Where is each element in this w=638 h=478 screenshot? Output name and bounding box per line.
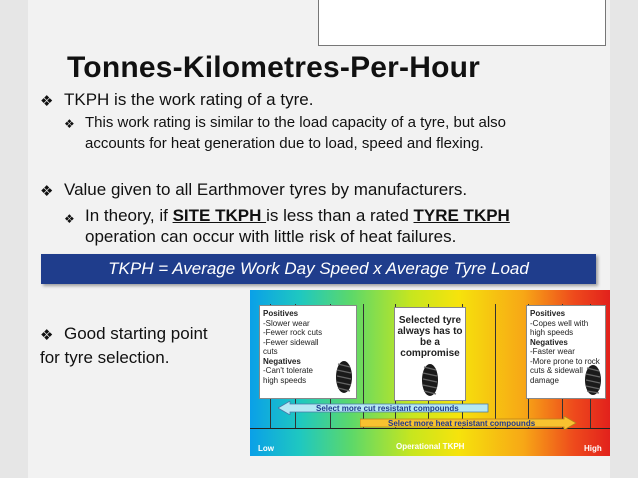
compromise-line: be a xyxy=(419,337,440,348)
positive-item: -Copes well with xyxy=(530,318,589,328)
negative-item: -More prone to rock xyxy=(530,356,600,366)
axis-low-label: Low xyxy=(258,444,274,453)
formula-banner: TKPH = Average Work Day Speed x Average Tyre Load xyxy=(41,254,596,284)
sub-bullet-1-line-2: accounts for heat generation due to load, speed and flexing. xyxy=(85,135,484,152)
positive-item: -Fewer rock cuts xyxy=(263,328,323,337)
bullet-text-3-line-1: Good starting point xyxy=(64,324,208,343)
bullet-text-2: Value given to all Earthmover tyres by manufacturers. xyxy=(64,180,468,199)
sub-bullet-2-line-2: operation can occur with little risk of heat failures. xyxy=(85,227,457,246)
sub-bullet-1-line-1: This work rating is similar to the load capacity of a tyre, but also xyxy=(85,114,507,131)
bullet-text-3-line-2: for tyre selection. xyxy=(40,348,170,367)
axis-high-label: High xyxy=(584,444,602,453)
corner-box xyxy=(318,0,606,46)
positive-item: -Slower wear xyxy=(263,318,310,328)
positive-item: -Fewer sidewall xyxy=(263,337,319,347)
negative-item: damage xyxy=(530,375,559,385)
positive-item: cuts xyxy=(263,347,278,356)
compromise-line: Selected tyre xyxy=(398,315,462,326)
bullet-icon: ❖ xyxy=(64,212,75,226)
axis-title: Operational TKPH xyxy=(396,442,465,451)
positive-item: high speeds xyxy=(530,328,574,337)
positives-title: Positives xyxy=(530,309,566,318)
tkph-chart xyxy=(250,290,610,456)
bullet-icon: ❖ xyxy=(40,92,54,110)
tyre-icon xyxy=(584,364,602,396)
negatives-title: Negatives xyxy=(263,356,301,366)
compromise-line: compromise xyxy=(400,348,460,359)
heat-resistant-label: Select more heat resistant compounds xyxy=(388,419,536,428)
site-tkph-term: SITE TKPH xyxy=(172,206,267,225)
tyre-icon xyxy=(421,363,439,397)
sub-bullet-2-line-1 xyxy=(85,206,510,226)
bullet-icon: ❖ xyxy=(40,182,54,200)
negative-item: high speeds xyxy=(263,375,307,385)
negatives-title: Negatives xyxy=(530,337,568,347)
positives-title: Positives xyxy=(263,309,299,318)
gridline xyxy=(495,304,496,428)
tyre-tkph-term: TYRE TKPH xyxy=(413,206,510,225)
sub-bullet-2-mid: is less than a rated xyxy=(266,206,414,225)
negative-item: cuts & sidewall xyxy=(530,366,583,375)
sub-bullet-2-pre: In theory, if xyxy=(85,206,173,225)
bullet-icon: ❖ xyxy=(40,326,54,344)
compromise-line: always has to xyxy=(397,326,463,337)
cut-resistant-label: Select more cut resistant compounds xyxy=(316,404,459,413)
page-title: Tonnes-Kilometres-Per-Hour xyxy=(67,51,481,84)
bullet-icon: ❖ xyxy=(64,117,75,131)
negative-item: -Faster wear xyxy=(530,347,575,356)
bullet-text-1: TKPH is the work rating of a tyre. xyxy=(64,90,314,109)
negative-item: -Can't tolerate xyxy=(263,366,313,375)
tyre-icon xyxy=(335,360,353,394)
